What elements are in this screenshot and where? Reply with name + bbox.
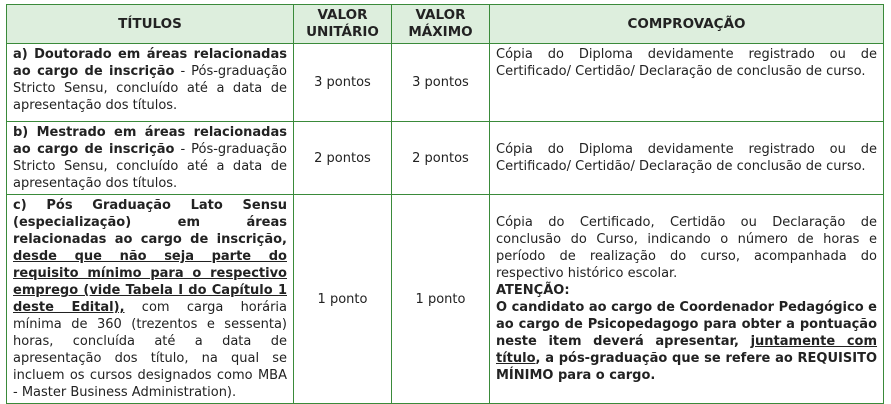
comprovacao-cell bbox=[490, 195, 884, 404]
titulo-rest: com carga horária mínima de 360 (trezentos e sessenta) horas, concluída até a data de apresentação dos título, na qual se incluem os cursos designados como MBA - Master Business Administration). bbox=[13, 300, 287, 400]
comprovacao-text: Cópia do Certificado, Certidão ou Declaração de conclusão do Curso, indicando o número de horas e período de realização do curso, acompanhada do respectivo histórico escolar. bbox=[496, 215, 877, 281]
table-row bbox=[7, 44, 884, 122]
table-row bbox=[7, 122, 884, 195]
titulo-rest: - Pós-graduação Stricto Sensu, concluído até a data de apresentação dos títulos. bbox=[13, 64, 287, 113]
titulo-cell bbox=[7, 122, 294, 195]
header-valor-maximo bbox=[392, 5, 490, 44]
valor-maximo-cell: 3 pontos bbox=[392, 44, 490, 122]
header-valor-maximo-line2: MÁXIMO bbox=[408, 24, 473, 40]
valor-unitario-cell: 2 pontos bbox=[294, 122, 392, 195]
table-row bbox=[7, 195, 884, 404]
atencao-label: ATENÇÃO: bbox=[496, 283, 570, 298]
atencao-text-1: O candidato ao cargo de Coordenador Pedagógico e ao cargo de Psicopedagogo para obter a pontuação neste item deverá apresentar, bbox=[496, 300, 877, 349]
titulo-cell bbox=[7, 195, 294, 404]
titulo-bold: a) Doutorado em áreas relacionadas ao cargo de inscrição bbox=[13, 47, 287, 79]
header-titulos-label: TÍTULOS bbox=[118, 15, 182, 32]
valor-unitario-cell: 1 ponto bbox=[294, 195, 392, 404]
header-comprovacao bbox=[490, 5, 884, 44]
header-titulos bbox=[7, 5, 294, 44]
titulo-cell bbox=[7, 44, 294, 122]
titulo-bold-underline: desde que não seja parte do requisito mínimo para o respectivo emprego (vide Tabela I do Capítulo 1 deste Edital), bbox=[13, 249, 287, 315]
header-valor-maximo-line1: VALOR bbox=[415, 7, 466, 23]
titulo-bold: c) Pós Graduação Lato Sensu (especialização) em áreas relacionadas ao cargo de inscrição, bbox=[13, 198, 287, 247]
titulos-table bbox=[6, 4, 884, 404]
header-valor-unitario bbox=[294, 5, 392, 44]
header-row bbox=[7, 5, 884, 44]
comprovacao-cell: Cópia do Diploma devidamente registrado ou de Certificado/ Certidão/ Declaração de conclusão de curso. bbox=[490, 44, 884, 122]
header-valor-unitario-line2: UNITÁRIO bbox=[306, 24, 379, 40]
atencao-text-underline: juntamente com título bbox=[496, 334, 878, 366]
valor-maximo-cell: 1 ponto bbox=[392, 195, 490, 404]
valor-unitario-cell: 3 pontos bbox=[294, 44, 392, 122]
header-valor-unitario-line1: VALOR bbox=[317, 7, 368, 23]
comprovacao-cell: Cópia do Diploma devidamente registrado ou de Certificado/ Certidão/ Declaração de conclusão de curso. bbox=[490, 122, 884, 195]
titulo-bold: b) Mestrado em áreas relacionadas ao cargo de inscrição bbox=[13, 125, 287, 157]
atencao-text-2: , a pós-graduação que se refere ao REQUISITO MÍNIMO para o cargo. bbox=[496, 351, 877, 383]
titulo-rest: - Pós-graduação Stricto Sensu, concluído até a data de apresentação dos títulos. bbox=[13, 142, 287, 191]
valor-maximo-cell: 2 pontos bbox=[392, 122, 490, 195]
header-comprovacao-label: COMPROVAÇÃO bbox=[627, 15, 746, 32]
atencao-text bbox=[496, 299, 877, 384]
